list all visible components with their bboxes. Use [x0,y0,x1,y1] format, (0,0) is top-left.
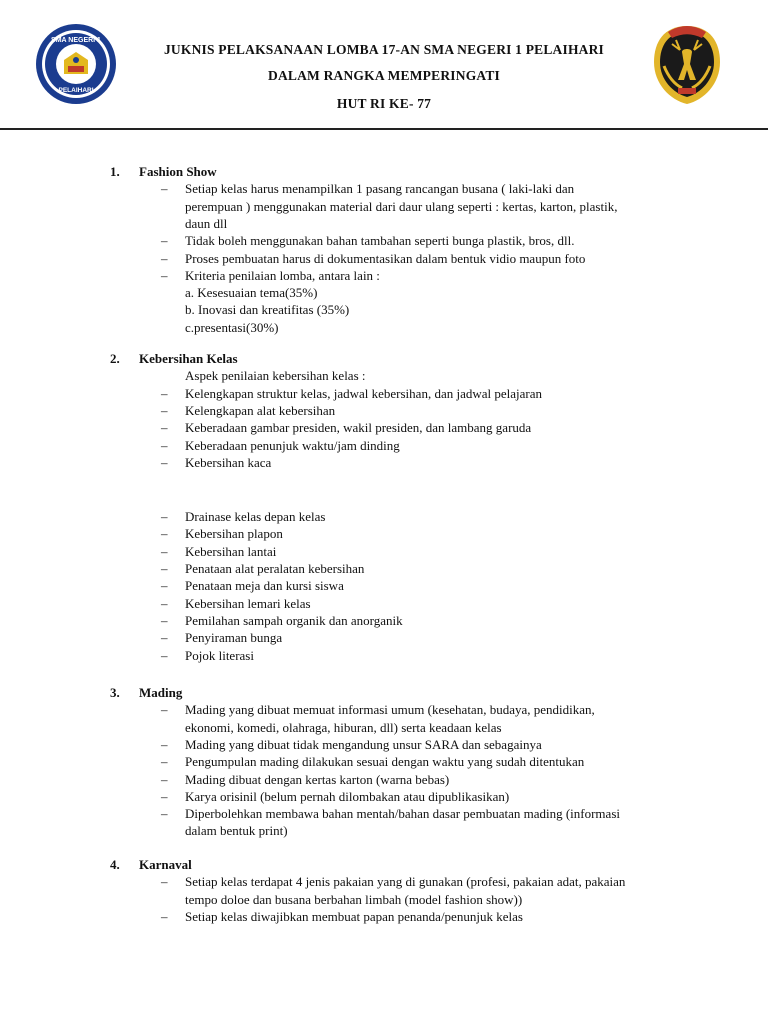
bullet-dash: – [161,908,168,924]
bullet-dash: – [161,578,168,594]
section-number: 3. [110,685,120,700]
header-title-line-2: DALAM RANGKA MEMPERINGATI [268,68,500,83]
list-item-line: b. Inovasi dan kreatifitas (35%) [185,302,350,318]
list-item-line: perempuan ) menggunakan material dari daur ulang seperti : kertas, karton, plastik, [185,198,618,214]
section-title: Mading [139,685,183,700]
list-item-line: Pengumpulan mading dilakukan sesuai dengan waktu yang sudah ditentukan [185,754,585,770]
bullet-dash: – [161,509,168,525]
bullet-dash: – [161,543,168,559]
section-title: Kebersihan Kelas [139,351,238,366]
bullet-dash: – [161,595,168,611]
header-title-line-1: JUKNIS PELAKSANAAN LOMBA 17-AN SMA NEGERI 1 PELAIHARI [163,42,605,57]
bullet-dash: – [161,402,168,418]
bullet-dash: – [161,385,168,401]
list-item-line: Mading dibuat dengan kertas karton (warna bebas) [185,771,450,787]
bullet-dash: – [161,437,168,453]
list-item-line: Kebersihan lantai [185,543,277,559]
list-item-line: Mading yang dibuat memuat informasi umum (kesehatan, budaya, pendidikan, [185,702,595,718]
list-item-line: Mading yang dibuat tidak mengandung unsur SARA dan sebagainya [185,736,542,752]
bullet-dash: – [161,561,168,576]
list-item-line: Proses pembuatan harus di dokumentasikan dalam bentuk vidio maupun foto [185,250,586,266]
bullet-dash: – [161,233,168,249]
list-item-line: Kebersihan lemari kelas [185,595,311,611]
list-item-line: Diperbolehkan membawa bahan mentah/bahan dasar pembuatan mading (informasi [185,806,620,822]
list-item-line: dalam bentuk print) [185,823,288,839]
bullet-dash: – [161,736,168,752]
list-item-line: Setiap kelas terdapat 4 jenis pakaian yang di gunakan (profesi, pakaian adat, pakaian [185,874,626,890]
list-item-line: c.presentasi(30%) [185,319,279,335]
bullet-dash: – [161,454,168,470]
list-item-line: Kelengkapan alat kebersihan [185,402,336,418]
list-item-line: Keberadaan gambar presiden, wakil presiden, dan lambang garuda [185,420,532,436]
list-item-line: Drainase kelas depan kelas [185,509,326,525]
document-header [0,0,768,130]
bullet-dash: – [161,771,168,787]
list-item-line: Kriteria penilaian lomba, antara lain : [185,267,380,283]
list-item-line: Keberadaan penunjuk waktu/jam dinding [185,437,400,453]
bullet-dash: – [161,526,168,542]
bullet-dash: – [161,702,168,718]
section-number: 4. [110,857,120,872]
bullet-dash: – [161,612,168,628]
logo-left-bottom-text: PELAIHARI [58,87,94,94]
list-item-line: Kebersihan plapon [185,526,283,542]
bullet-dash: – [161,630,168,646]
section-intro: Aspek penilaian kebersihan kelas : [185,368,366,384]
header-title-line-3: HUT RI KE- 77 [336,96,432,111]
list-item-line: ekonomi, komedi, olahraga, hiburan, dll) serta keadaan kelas [185,719,502,735]
list-item-line: Penataan alat peralatan kebersihan [185,561,365,576]
list-item-line: Karya orisinil (belum pernah dilombakan atau dipublikasikan) [185,788,510,804]
list-item-line: Setiap kelas harus menampilkan 1 pasang rancangan busana ( laki-laki dan [185,181,575,197]
section-title: Fashion Show [139,164,217,179]
section-number: 2. [110,351,120,366]
list-item-line: Pemilahan sampah organik dan anorganik [185,612,403,628]
list-item-line: Penataan meja dan kursi siswa [185,578,344,594]
list-item-line: Setiap kelas diwajibkan membuat papan penanda/penunjuk kelas [185,908,523,924]
list-item-line: a. Kesesuaian tema(35%) [185,285,318,301]
list-item-line: Kelengkapan struktur kelas, jadwal kebersihan, dan jadwal pelajaran [185,385,542,401]
bullet-dash: – [161,647,168,663]
list-item-line: Penyiraman bunga [185,630,283,646]
bullet-dash: – [161,754,168,770]
list-item-line: Tidak boleh menggunakan bahan tambahan seperti bunga plastik, bros, dll. [185,233,575,249]
bullet-dash: – [161,420,168,436]
bullet-dash: – [161,874,168,890]
golden-deer-emblem-icon [650,22,724,106]
bullet-dash: – [161,250,168,266]
bullet-dash: – [161,806,168,822]
list-item-line: Pojok literasi [185,647,254,663]
list-item-line: Kebersihan kaca [185,454,272,470]
header-divider [0,128,768,130]
list-item-line: tempo doloe dan busana berbahan limbah (model fashion show)) [185,891,523,907]
list-item-line: daun dll [185,215,228,231]
bullet-dash: – [161,788,168,804]
section-number: 1. [110,164,120,179]
section-title: Karnaval [139,857,192,872]
bullet-dash: – [161,267,168,283]
sma-negeri-1-pelaihari-logo [34,22,118,106]
bullet-dash: – [161,181,168,197]
logo-left-top-text: SMA NEGERI 1 [51,37,101,44]
